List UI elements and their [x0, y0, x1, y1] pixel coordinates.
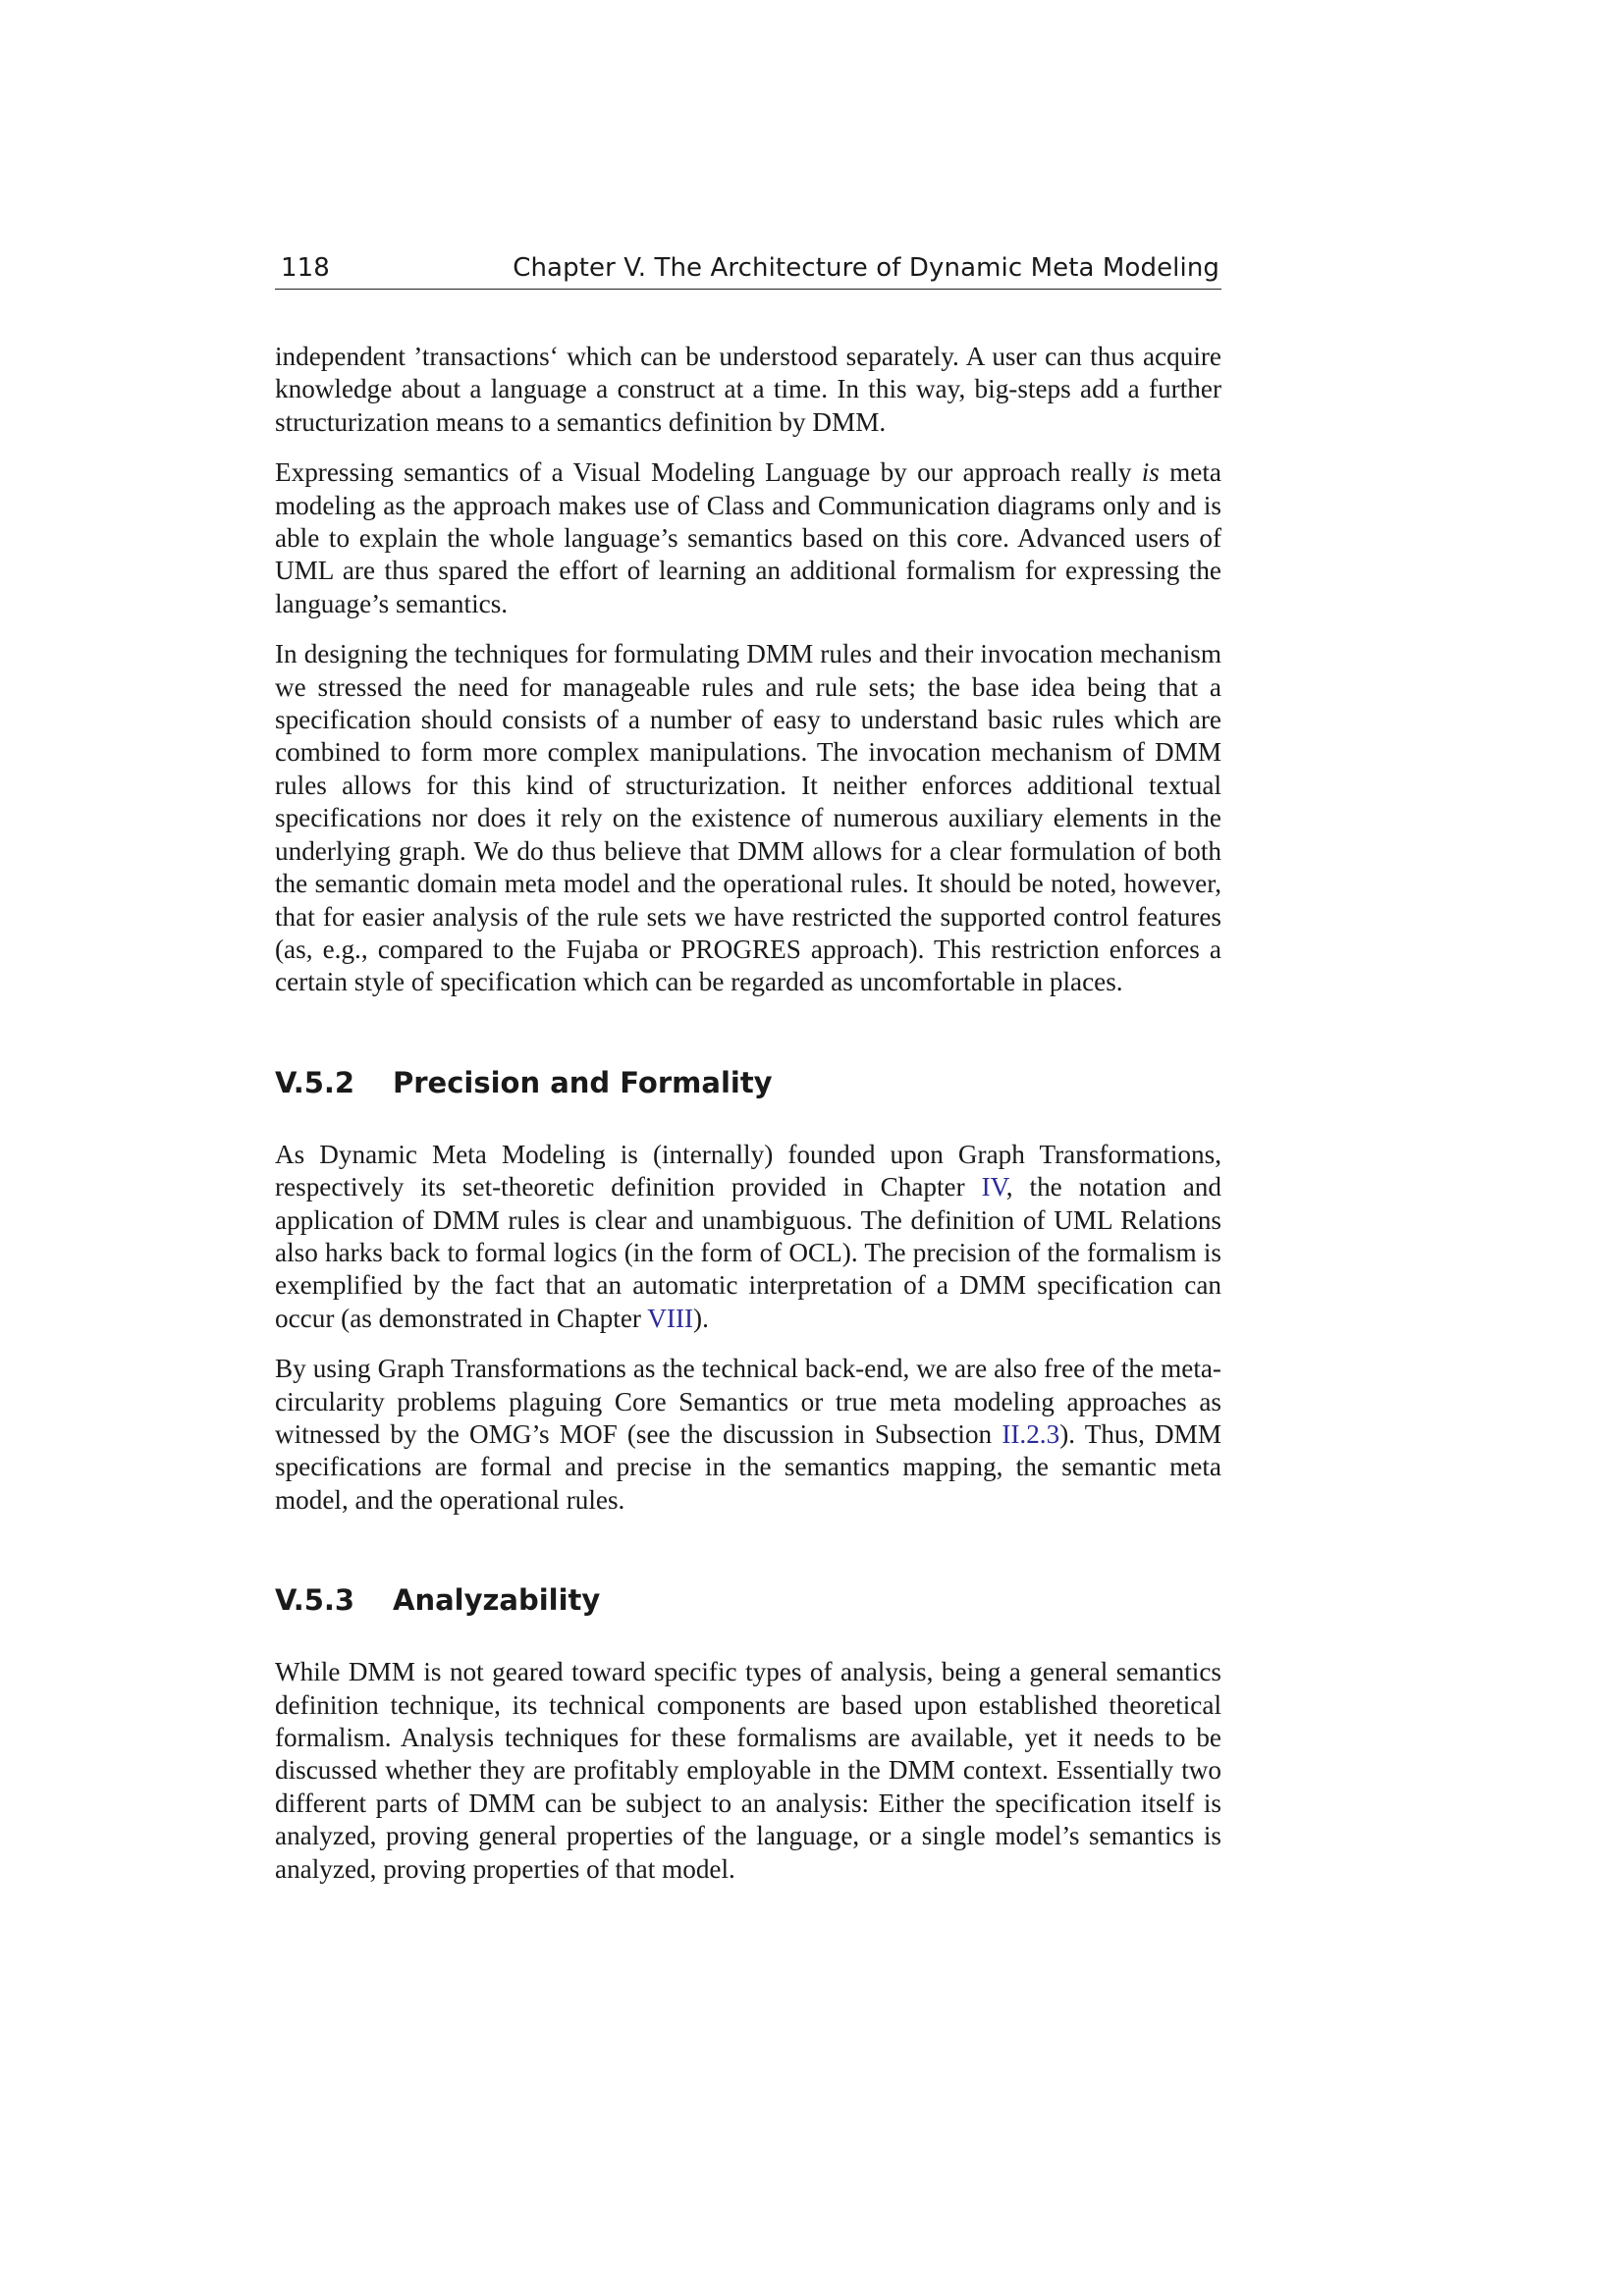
document-page [275, 253, 1221, 1903]
section-heading-precision [275, 1066, 1221, 1099]
chapter-link-iv[interactable]: IV [981, 1172, 1006, 1202]
text-run: meta modeling as the approach makes use of Class and Communication diagrams only and is able to explain the whole language’s semantics based on this core. Advanced users of UML are thus spared the effort of learning an additional formalism for expressing the language’s semantics. [275, 457, 1221, 618]
section-number: V.5.2 [275, 1065, 355, 1099]
section-title: Precision and Formality [393, 1065, 773, 1099]
paragraph-transactions: independent ’transactions‘ which can be understood separately. A user can thus acquire knowledge about a language a construct at a time. In this way, big-steps add a further structurization means to a semantics definition by DMM. [275, 342, 1221, 437]
emphasis-is: is [1141, 457, 1160, 488]
running-header [275, 253, 1221, 290]
text-run: ). Thus, DMM specifications are formal and precise in the semantics mapping, the semantic meta model, and the operational rules. [275, 1418, 1222, 1515]
paragraph-designing-techniques: In designing the techniques for formulating DMM rules and their invocation mechanism we stressed the need for manageable rules and rule sets; the base idea being that a specification should consists of a number of easy to understand basic rules which are combined to form more complex manipulations. The invocation mechanism of DMM rules allows for this kind of structurization. It neither enforces additional textual specifications nor does it rely on the existence of numerous auxiliary elements in the underlying graph. We do thus believe that DMM allows for a clear formulation of both the semantic domain meta model and the operational rules. It should be noted, however, that for easier analysis of the rule sets we have restricted the supported control features (as, e.g., compared to the Fujaba or PROGRES approach). This restriction enforces a certain style of specification which can be regarded as uncomfortable in places. [275, 639, 1221, 997]
text-run: Expressing semantics of a Visual Modeling Language by our approach really [275, 457, 1142, 488]
text-run: , the notation and application of DMM rules is clear and unambiguous. The definition of UML Relations also harks back to formal logics (in the form of OCL). The precision of the formalism is exemplified by the fact that an automatic interpretation of a DMM specification can occur (as demonstrated in Chapter [275, 1172, 1221, 1333]
paragraph-technical-backend [275, 1353, 1221, 1517]
text-run: ). [693, 1303, 709, 1333]
paragraph-meta-modeling [275, 456, 1221, 620]
section-heading-analyzability [275, 1583, 1221, 1617]
page-number: 118 [281, 253, 330, 283]
text-run: As Dynamic Meta Modeling is (internally) founded upon Graph Transformations, respectively its set-theoretic definition provided in Chapter [275, 1139, 1221, 1202]
text-run: By using Graph Transformations as the technical back-end, we are also free of the meta-circularity problems plaguing Core Semantics or true meta modeling approaches as witnessed by the OMG’s MOF (see the discussion in Subsection [275, 1354, 1221, 1449]
subsection-link-ii-2-3[interactable]: II.2.3 [1001, 1418, 1060, 1449]
paragraph-graph-transformations [275, 1139, 1221, 1335]
body-text [275, 341, 1221, 1886]
paragraph-analysis: While DMM is not geared toward specific types of analysis, being a general semantics definition technique, its technical components are based upon established theoretical formalism. Analysis techniques for these formalisms are available, yet it needs to be discussed whether they are profitably employable in the DMM context. Essentially two different parts of DMM can be subject to an analysis: Either the specification itself is analyzed, proving general properties of the language, or a single model’s semantics is analyzed, proving properties of that model. [275, 1657, 1221, 1884]
chapter-title: Chapter V. The Architecture of Dynamic Meta Modeling [513, 253, 1219, 283]
chapter-link-viii[interactable]: VIII [647, 1303, 694, 1333]
section-number: V.5.3 [275, 1583, 355, 1618]
section-title: Analyzability [393, 1583, 601, 1618]
